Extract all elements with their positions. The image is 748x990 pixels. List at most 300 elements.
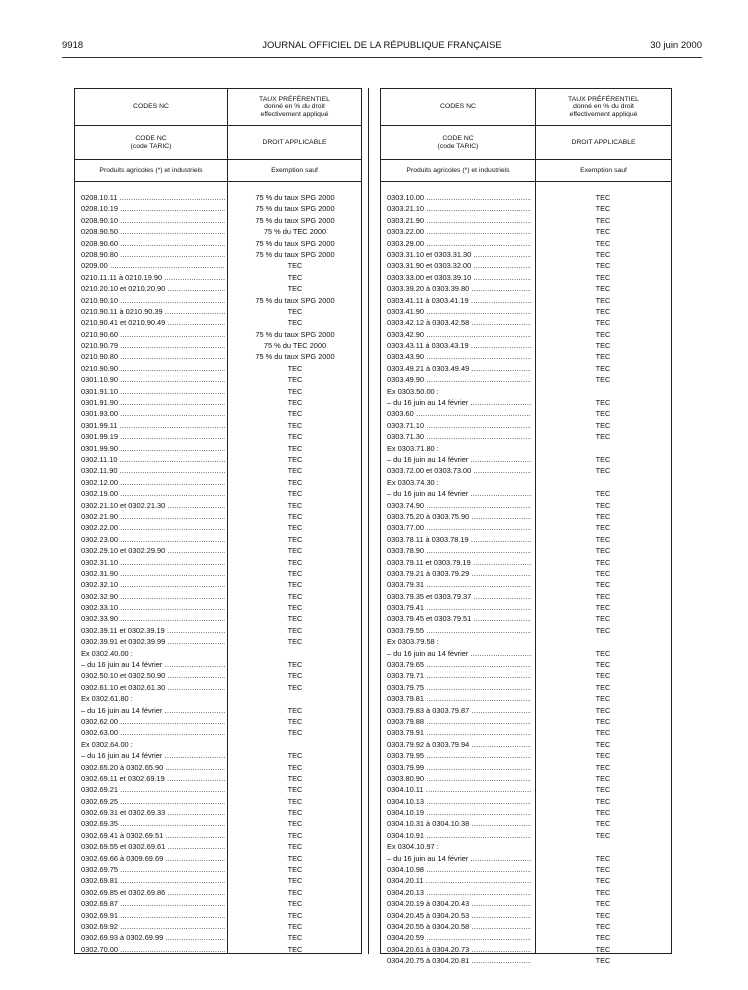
header-divider: [75, 181, 361, 182]
applicable-rate: TEC: [595, 819, 611, 829]
applicable-rate: TEC: [595, 808, 611, 818]
nc-code: 0208.10.11 .....: [81, 192, 225, 203]
nc-code: 0302.12.00 .....: [81, 477, 225, 488]
applicable-rate: 75 % du TEC 2000: [263, 227, 327, 237]
nc-code: 0303.49.21 à 0303.49.49 .....: [387, 363, 531, 374]
nc-code: 0304.10.98 .....: [387, 864, 531, 875]
nc-code: 0303.79.45 et 0303.79.51 .....: [387, 613, 531, 624]
table-row: [75, 306, 361, 317]
table-row: [381, 557, 671, 568]
nc-code: 0303.71.30 .....: [387, 431, 531, 442]
table-row: [75, 705, 361, 716]
nc-code: 0303.31.10 et 0303.31.30 .....: [387, 249, 531, 260]
applicable-rate: TEC: [595, 546, 611, 556]
applicable-rate: TEC: [287, 603, 303, 613]
nc-code: 0303.79.75 .....: [387, 682, 531, 693]
nc-code: 0210.20.10 et 0210.20.90 .....: [81, 283, 225, 294]
table-row: [75, 944, 361, 955]
table-row: [75, 329, 361, 340]
nc-code: 0302.69.35 .....: [81, 818, 225, 829]
nc-code: 0303.21.10 .....: [387, 203, 531, 214]
nc-code: 0303.31.90 et 0303.32.00 .....: [387, 260, 531, 271]
right-tariff-table: [380, 88, 672, 966]
table-row: [75, 921, 361, 932]
applicable-rate: TEC: [595, 557, 611, 567]
nc-code: 0304.10.91 .....: [387, 830, 531, 841]
nc-code: 0302.61.10 et 0302.61.30 .....: [81, 682, 225, 693]
table-row: [381, 249, 671, 260]
nc-code: 0304.20.59 .....: [387, 932, 531, 943]
applicable-rate: TEC: [595, 956, 611, 966]
applicable-rate: TEC: [595, 705, 611, 715]
table-row: [381, 260, 671, 271]
table-row: [381, 363, 671, 374]
nc-code: 0210.90.60 .....: [81, 329, 225, 340]
nc-code: 0301.10.90 .....: [81, 374, 225, 385]
nc-code: 0210.90.10 .....: [81, 295, 225, 306]
table-row: [381, 716, 671, 727]
table-row: [75, 374, 361, 385]
table-row: [75, 853, 361, 864]
nc-code: 0208.10.19 .....: [81, 203, 225, 214]
nc-code: 0303.79.55 .....: [387, 625, 531, 636]
nc-code: 0210.11.11 à 0210.19.90 .....: [81, 272, 225, 283]
table-row: [381, 705, 671, 716]
page-number: 9918: [62, 40, 84, 51]
nc-code: 0302.69.21 .....: [81, 784, 225, 795]
header-code-taric: CODE NC (code TARIC): [437, 135, 479, 150]
applicable-rate: TEC: [287, 933, 303, 943]
table-row: [75, 625, 361, 636]
applicable-rate: TEC: [595, 318, 611, 328]
applicable-rate: TEC: [595, 398, 611, 408]
applicable-rate: TEC: [595, 830, 611, 840]
table-row: [381, 670, 671, 681]
nc-code: 0303.60 .....: [387, 408, 531, 419]
nc-code: 0301.99.90 .....: [81, 443, 225, 454]
applicable-rate: TEC: [595, 466, 611, 476]
nc-code: 0302.69.66 à 0309.69.69 .....: [81, 853, 225, 864]
table-row: [381, 921, 671, 932]
applicable-rate: TEC: [287, 944, 303, 954]
table-row: [381, 682, 671, 693]
applicable-rate: TEC: [287, 432, 303, 442]
applicable-rate: TEC: [595, 329, 611, 339]
nc-code: 0303.77.00 .....: [387, 522, 531, 533]
table-row: [381, 818, 671, 829]
nc-code: 0303.79.35 et 0303.79.37 .....: [387, 591, 531, 602]
nc-code: – du 16 juin au 14 février .....: [387, 397, 531, 408]
applicable-rate: TEC: [595, 261, 611, 271]
header-divider: [381, 181, 671, 182]
nc-code: 0302.69.87 .....: [81, 898, 225, 909]
table-row: [381, 374, 671, 385]
applicable-rate: TEC: [287, 591, 303, 601]
table-row: [381, 351, 671, 362]
nc-code: 0302.31.90 .....: [81, 568, 225, 579]
table-row: [75, 727, 361, 738]
table-row: [75, 875, 361, 886]
applicable-rate: TEC: [595, 591, 611, 601]
header-taux-preferentiel: TAUX PRÉFÉRENTIEL donné en % du droit effectivement appliqué: [568, 95, 639, 118]
applicable-rate: TEC: [287, 420, 303, 430]
nc-code: 0302.31.10 .....: [81, 557, 225, 568]
table-row: [75, 192, 361, 203]
nc-code: – du 16 juin au 14 février .....: [387, 488, 531, 499]
nc-code: 0210.90.90 .....: [81, 363, 225, 374]
nc-code: – du 16 juin au 14 février .....: [387, 853, 531, 864]
table-row: [381, 932, 671, 943]
nc-code: 0210.90.79 .....: [81, 340, 225, 351]
header-exemption: Exemption sauf: [271, 166, 318, 174]
applicable-rate: TEC: [595, 306, 611, 316]
applicable-rate: TEC: [287, 910, 303, 920]
applicable-rate: TEC: [595, 238, 611, 248]
table-row: [381, 636, 671, 647]
applicable-rate: TEC: [287, 660, 303, 670]
table-row: [75, 773, 361, 784]
applicable-rate: TEC: [595, 295, 611, 305]
table-row: [381, 784, 671, 795]
table-row: [75, 386, 361, 397]
table-row: [75, 602, 361, 613]
table-row: [381, 875, 671, 886]
table-row: [75, 568, 361, 579]
applicable-rate: TEC: [287, 796, 303, 806]
header-produits: Produits agricoles (*) et industriels: [406, 166, 510, 174]
nc-code: 0302.69.11 et 0302.69.19 .....: [81, 773, 225, 784]
applicable-rate: TEC: [595, 534, 611, 544]
table-row: [381, 602, 671, 613]
table-row: [75, 454, 361, 465]
applicable-rate: TEC: [287, 443, 303, 453]
table-row: [381, 283, 671, 294]
applicable-rate: TEC: [287, 887, 303, 897]
nc-code: 0303.79.88 .....: [387, 716, 531, 727]
table-row: [75, 887, 361, 898]
table-row: [75, 238, 361, 249]
nc-code: 0303.39.20 à 0303.39.80 .....: [387, 283, 531, 294]
applicable-rate: TEC: [595, 785, 611, 795]
nc-code: 0303.41.90 .....: [387, 306, 531, 317]
nc-code: 0301.91.10 .....: [81, 386, 225, 397]
applicable-rate: TEC: [287, 865, 303, 875]
nc-code: 0302.33.90 .....: [81, 613, 225, 624]
table-row: [381, 454, 671, 465]
nc-code: 0303.79.83 à 0303.79.87 .....: [387, 705, 531, 716]
nc-code: 0301.91.90 .....: [81, 397, 225, 408]
nc-code: – du 16 juin au 14 février .....: [81, 705, 225, 716]
applicable-rate: TEC: [287, 751, 303, 761]
table-row: [381, 317, 671, 328]
table-row: [381, 750, 671, 761]
nc-code: 0302.11.10 .....: [81, 454, 225, 465]
table-row: [75, 910, 361, 921]
applicable-rate: TEC: [595, 284, 611, 294]
applicable-rate: TEC: [595, 910, 611, 920]
header-codes-nc: CODES NC: [133, 103, 169, 111]
table-row: [75, 841, 361, 852]
table-body: [75, 192, 361, 955]
applicable-rate: TEC: [595, 671, 611, 681]
table-row: [75, 613, 361, 624]
table-row: [75, 249, 361, 260]
table-row: [75, 477, 361, 488]
applicable-rate: TEC: [287, 842, 303, 852]
nc-code: 0303.43.11 à 0303.43.19 .....: [387, 340, 531, 351]
nc-code: 0302.50.10 et 0302.50.90 .....: [81, 670, 225, 681]
applicable-rate: TEC: [287, 454, 303, 464]
table-row: [381, 306, 671, 317]
nc-code: 0304.10.19 .....: [387, 807, 531, 818]
table-row: [381, 887, 671, 898]
applicable-rate: TEC: [595, 193, 611, 202]
applicable-rate: 75 % du taux SPG 2000: [255, 215, 335, 225]
applicable-rate: TEC: [287, 511, 303, 521]
applicable-rate: TEC: [287, 318, 303, 328]
table-row: [381, 648, 671, 659]
applicable-rate: TEC: [595, 728, 611, 738]
table-row: [75, 739, 361, 750]
nc-code: Ex 0303.79.58 :: [387, 637, 439, 647]
nc-code: Ex 0303.71.80 :: [387, 443, 439, 453]
applicable-rate: 75 % du taux SPG 2000: [255, 204, 335, 214]
nc-code: Ex 0304.10.97 :: [387, 842, 439, 852]
nc-code: 0304.10.31 à 0304.10.38 .....: [387, 818, 531, 829]
applicable-rate: 75 % du taux SPG 2000: [255, 249, 335, 259]
table-row: [381, 807, 671, 818]
applicable-rate: TEC: [595, 614, 611, 624]
nc-code: 0303.41.11 à 0303.41.19 .....: [387, 295, 531, 306]
table-row: [75, 443, 361, 454]
table-row: [381, 830, 671, 841]
applicable-rate: TEC: [287, 705, 303, 715]
table-row: [75, 750, 361, 761]
applicable-rate: TEC: [595, 511, 611, 521]
table-row: [75, 226, 361, 237]
table-row: [75, 215, 361, 226]
nc-code: 0302.65.20 à 0302.65.90 .....: [81, 762, 225, 773]
nc-code: 0302.69.25 .....: [81, 796, 225, 807]
table-row: [381, 796, 671, 807]
nc-code: 0303.79.71 .....: [387, 670, 531, 681]
header-taux-preferentiel: TAUX PRÉFÉRENTIEL donné en % du droit effectivement appliqué: [259, 95, 330, 118]
nc-code: 0208.90.60 .....: [81, 238, 225, 249]
table-row: [381, 408, 671, 419]
nc-code: 0302.69.55 et 0302.69.61 .....: [81, 841, 225, 852]
applicable-rate: TEC: [287, 853, 303, 863]
applicable-rate: TEC: [287, 523, 303, 533]
table-row: [75, 534, 361, 545]
table-row: [75, 784, 361, 795]
applicable-rate: TEC: [287, 762, 303, 772]
applicable-rate: TEC: [287, 386, 303, 396]
table-row: [75, 818, 361, 829]
applicable-rate: TEC: [287, 808, 303, 818]
table-row: [381, 488, 671, 499]
table-row: [75, 648, 361, 659]
nc-code: – du 16 juin au 14 février .....: [387, 454, 531, 465]
nc-code: 0302.21.10 et 0302.21.30 .....: [81, 500, 225, 511]
table-row: [381, 773, 671, 784]
applicable-rate: TEC: [287, 306, 303, 316]
nc-code: 0302.69.75 .....: [81, 864, 225, 875]
applicable-rate: TEC: [595, 204, 611, 214]
nc-code: 0303.79.21 à 0303.79.29 .....: [387, 568, 531, 579]
nc-code: 0303.74.90 .....: [387, 500, 531, 511]
table-row: [75, 317, 361, 328]
publication-date: 30 juin 2000: [650, 40, 702, 51]
applicable-rate: 75 % du taux SPG 2000: [255, 352, 335, 362]
applicable-rate: TEC: [595, 523, 611, 533]
nc-code: 0303.21.90 .....: [387, 215, 531, 226]
applicable-rate: TEC: [287, 637, 303, 647]
nc-code: 0302.22.00 .....: [81, 522, 225, 533]
nc-code: 0210.90.41 et 0210.90.49 .....: [81, 317, 225, 328]
nc-code: 0302.32.90 .....: [81, 591, 225, 602]
table-row: [381, 739, 671, 750]
applicable-rate: TEC: [595, 603, 611, 613]
nc-code: 0303.29.00 .....: [387, 238, 531, 249]
nc-code: 0303.43.90 .....: [387, 351, 531, 362]
applicable-rate: TEC: [287, 466, 303, 476]
nc-code: 0301.99.11 .....: [81, 420, 225, 431]
nc-code: 0302.69.92 .....: [81, 921, 225, 932]
table-row: [75, 716, 361, 727]
applicable-rate: 75 % du taux SPG 2000: [255, 329, 335, 339]
table-row: [381, 272, 671, 283]
nc-code: 0304.20.11 .....: [387, 875, 531, 886]
table-row: [75, 807, 361, 818]
applicable-rate: TEC: [287, 284, 303, 294]
table-row: [381, 431, 671, 442]
applicable-rate: TEC: [287, 375, 303, 385]
table-row: [381, 226, 671, 237]
table-row: [75, 363, 361, 374]
applicable-rate: TEC: [287, 580, 303, 590]
nc-code: 0302.69.81 .....: [81, 875, 225, 886]
table-row: [381, 215, 671, 226]
header-code-taric: CODE NC (code TARIC): [130, 135, 172, 150]
page-header: [62, 40, 702, 54]
table-row: [381, 238, 671, 249]
table-row: [75, 796, 361, 807]
applicable-rate: TEC: [287, 568, 303, 578]
nc-code: 0302.21.90 .....: [81, 511, 225, 522]
nc-code: 0302.69.93 à 0302.69.99 .....: [81, 932, 225, 943]
applicable-rate: TEC: [595, 739, 611, 749]
table-body: [381, 192, 671, 967]
nc-code: 0303.71.10 .....: [387, 420, 531, 431]
nc-code: 0304.20.61 à 0304.20.73 .....: [387, 944, 531, 955]
table-row: [381, 864, 671, 875]
nc-code: 0303.42.12 à 0303.42.58 .....: [387, 317, 531, 328]
table-row: [75, 864, 361, 875]
left-tariff-table: [74, 88, 362, 954]
header-droit-applicable: DROIT APPLICABLE: [571, 138, 636, 146]
table-row: [381, 511, 671, 522]
table-row: [381, 545, 671, 556]
applicable-rate: TEC: [287, 489, 303, 499]
nc-code: 0301.99.19 .....: [81, 431, 225, 442]
header-produits: Produits agricoles (*) et industriels: [99, 166, 203, 174]
applicable-rate: TEC: [595, 568, 611, 578]
applicable-rate: TEC: [287, 557, 303, 567]
nc-code: 0303.79.91 .....: [387, 727, 531, 738]
applicable-rate: TEC: [287, 716, 303, 726]
applicable-rate: TEC: [287, 671, 303, 681]
applicable-rate: TEC: [595, 922, 611, 931]
nc-code: 0302.69.85 et 0302.69.86 .....: [81, 887, 225, 898]
table-row: [381, 534, 671, 545]
applicable-rate: TEC: [287, 261, 303, 271]
nc-code: 0303.72.00 et 0303.73.00 .....: [387, 465, 531, 476]
table-row: [381, 295, 671, 306]
nc-code: 0208.90.10 .....: [81, 215, 225, 226]
column-gutter-rule: [368, 88, 369, 954]
nc-code: 0304.20.45 à 0304.20.53 .....: [387, 910, 531, 921]
nc-code: 0304.10.11 .....: [387, 784, 531, 795]
table-row: [75, 272, 361, 283]
header-exemption: Exemption sauf: [580, 166, 627, 174]
applicable-rate: TEC: [595, 432, 611, 442]
applicable-rate: TEC: [595, 500, 611, 510]
table-row: [381, 693, 671, 704]
table-row: [381, 944, 671, 955]
nc-code: – du 16 juin au 14 février .....: [387, 648, 531, 659]
nc-code: 0302.39.11 et 0302.39.19 .....: [81, 625, 225, 636]
table-row: [75, 408, 361, 419]
nc-code: 0304.20.75 à 0304.20.81 .....: [387, 955, 531, 966]
applicable-rate: TEC: [287, 773, 303, 783]
table-row: [381, 579, 671, 590]
journal-title: JOURNAL OFFICIEL DE LA RÉPUBLIQUE FRANÇAISE: [262, 40, 502, 51]
applicable-rate: TEC: [595, 933, 611, 943]
nc-code: 0304.20.19 à 0304.20.43 .....: [387, 898, 531, 909]
applicable-rate: TEC: [595, 796, 611, 806]
applicable-rate: TEC: [287, 785, 303, 795]
table-row: [381, 659, 671, 670]
nc-code: 0302.70.00 .....: [81, 944, 225, 955]
applicable-rate: TEC: [595, 409, 611, 419]
table-row: [381, 613, 671, 624]
applicable-rate: TEC: [595, 420, 611, 430]
applicable-rate: TEC: [595, 375, 611, 385]
table-row: [381, 192, 671, 203]
table-row: [75, 932, 361, 943]
applicable-rate: TEC: [287, 830, 303, 840]
applicable-rate: TEC: [287, 625, 303, 635]
nc-code: 0303.22.00 .....: [387, 226, 531, 237]
table-row: [381, 853, 671, 864]
table-row: [75, 420, 361, 431]
nc-code: 0209.00 .....: [81, 260, 225, 271]
table-row: [75, 636, 361, 647]
nc-code: 0303.79.65 .....: [387, 659, 531, 670]
applicable-rate: TEC: [595, 341, 611, 351]
nc-code: 0302.23.00 .....: [81, 534, 225, 545]
applicable-rate: TEC: [595, 694, 611, 704]
nc-code: 0302.11.90 .....: [81, 465, 225, 476]
applicable-rate: TEC: [595, 227, 611, 237]
applicable-rate: TEC: [287, 922, 303, 931]
table-row: [75, 579, 361, 590]
table-row: [75, 431, 361, 442]
nc-code: 0302.32.10 .....: [81, 579, 225, 590]
nc-code: 0304.20.13 .....: [387, 887, 531, 898]
applicable-rate: TEC: [595, 352, 611, 362]
applicable-rate: TEC: [287, 500, 303, 510]
